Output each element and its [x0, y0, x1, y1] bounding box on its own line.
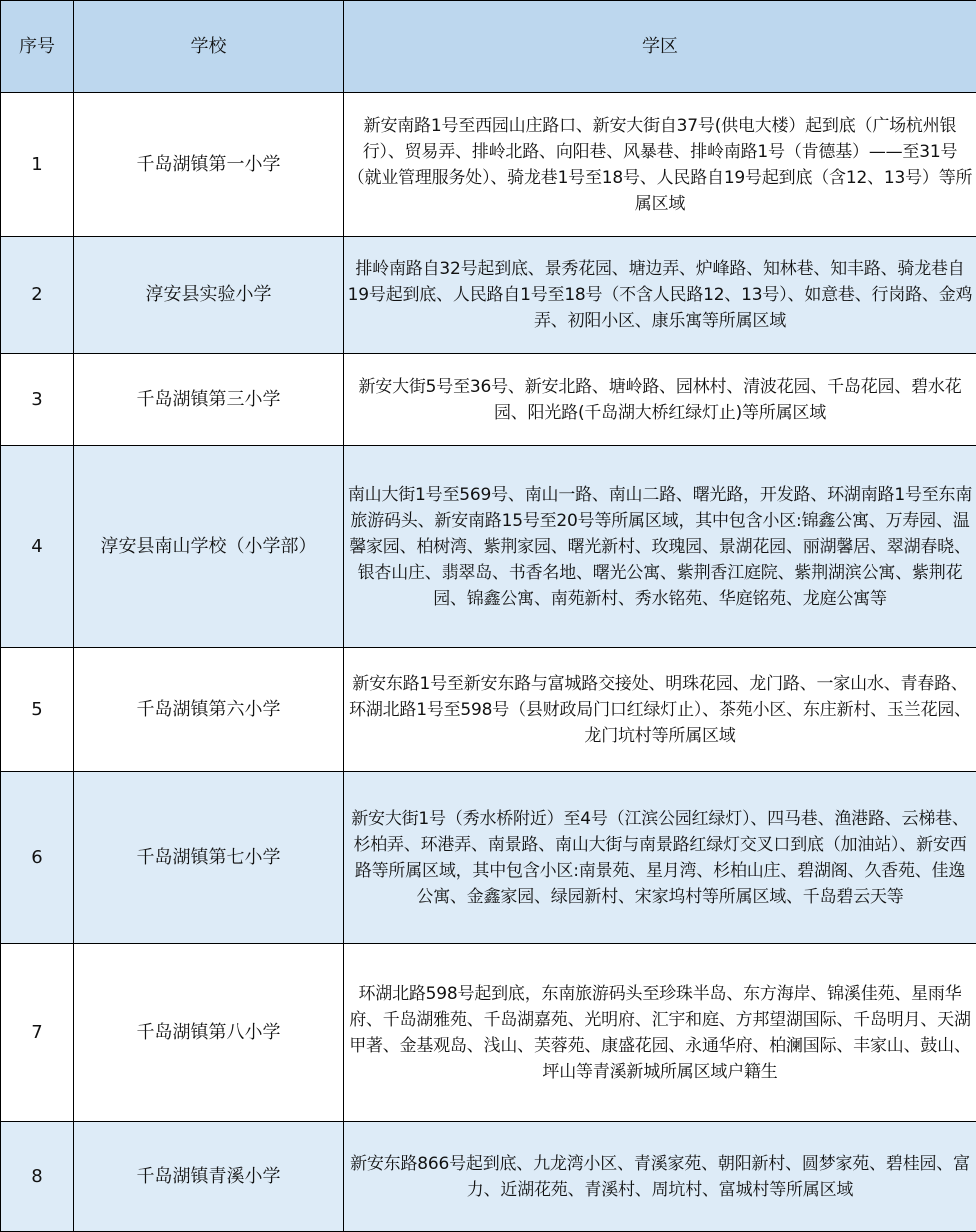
cell-area: 新安大街5号至36号、新安北路、塘岭路、园林村、清波花园、千岛花园、碧水花园、阳光路(千岛湖大桥红绿灯止)等所属区域	[344, 354, 976, 446]
cell-no: 7	[1, 944, 74, 1122]
cell-no: 8	[1, 1122, 74, 1232]
table-row	[1, 93, 976, 237]
cell-area: 排岭南路自32号起到底、景秀花园、塘边弄、炉峰路、知林巷、知丰路、骑龙巷自19号起到底、人民路自1号至18号（不含人民路12、13号）、如意巷、行岗路、金鸡弄、初阳小区、康乐寓等所属区域	[344, 237, 976, 354]
table-row	[1, 944, 976, 1122]
cell-school: 千岛湖镇第七小学	[74, 772, 344, 944]
table-row	[1, 446, 976, 648]
cell-no: 6	[1, 772, 74, 944]
cell-school: 千岛湖镇第一小学	[74, 93, 344, 237]
cell-area: 环湖北路598号起到底，东南旅游码头至珍珠半岛、东方海岸、锦溪佳苑、星雨华府、千岛湖雅苑、千岛湖嘉苑、光明府、汇宇和庭、方邦望湖国际、千岛明月、天湖甲著、金基观岛、浅山、芙蓉苑、康盛花园、永通华府、柏澜国际、丰家山、鼓山、坪山等青溪新城所属区域户籍生	[344, 944, 976, 1122]
header-school: 学校	[74, 1, 344, 93]
cell-school: 千岛湖镇青溪小学	[74, 1122, 344, 1232]
cell-area: 南山大街1号至569号、南山一路、南山二路、曙光路，开发路、环湖南路1号至东南旅游码头、新安南路15号至20号等所属区域，其中包含小区:锦鑫公寓、万寿园、温馨家园、柏树湾、紫荆家园、曙光新村、玫瑰园、景湖花园、丽湖馨居、翠湖春晓、银杏山庄、翡翠岛、书香名地、曙光公寓、紫荆香江庭院、紫荆湖滨公寓、紫荆花园、锦鑫公寓、南苑新村、秀水铭苑、华庭铭苑、龙庭公寓等	[344, 446, 976, 648]
cell-no: 4	[1, 446, 74, 648]
cell-area: 新安大街1号（秀水桥附近）至4号（江滨公园红绿灯）、四马巷、渔港路、云梯巷、杉柏弄、环港弄、南景路、南山大街与南景路红绿灯交叉口到底（加油站）、新安西路等所属区域，其中包含小区:南景苑、星月湾、杉柏山庄、碧湖阁、久香苑、佳逸公寓、金鑫家园、绿园新村、宋家坞村等所属区域、千岛碧云天等	[344, 772, 976, 944]
cell-no: 3	[1, 354, 74, 446]
cell-no: 5	[1, 648, 74, 772]
table-row	[1, 237, 976, 354]
table-row	[1, 1122, 976, 1232]
cell-school: 千岛湖镇第六小学	[74, 648, 344, 772]
cell-area: 新安南路1号至西园山庄路口、新安大街自37号(供电大楼）起到底（广场杭州银行）、贸易弄、排岭北路、向阳巷、风暴巷、排岭南路1号（肯德基）——至31号（就业管理服务处）、骑龙巷1号至18号、人民路自19号起到底（含12、13号）等所属区域	[344, 93, 976, 237]
cell-no: 1	[1, 93, 74, 237]
cell-area: 新安东路1号至新安东路与富城路交接处、明珠花园、龙门路、一家山水、青春路、环湖北路1号至598号（县财政局门口红绿灯止）、茶苑小区、东庄新村、玉兰花园、龙门坑村等所属区域	[344, 648, 976, 772]
cell-school: 淳安县实验小学	[74, 237, 344, 354]
cell-no: 2	[1, 237, 74, 354]
cell-school: 千岛湖镇第三小学	[74, 354, 344, 446]
cell-area: 新安东路866号起到底、九龙湾小区、青溪家苑、朝阳新村、圆梦家苑、碧桂园、富力、近湖花苑、青溪村、周坑村、富城村等所属区域	[344, 1122, 976, 1232]
cell-school: 千岛湖镇第八小学	[74, 944, 344, 1122]
table-row	[1, 648, 976, 772]
header-no: 序号	[1, 1, 74, 93]
table-row	[1, 772, 976, 944]
table-row	[1, 354, 976, 446]
header-area: 学区	[344, 1, 976, 93]
header-row	[1, 1, 976, 93]
cell-school: 淳安县南山学校（小学部）	[74, 446, 344, 648]
